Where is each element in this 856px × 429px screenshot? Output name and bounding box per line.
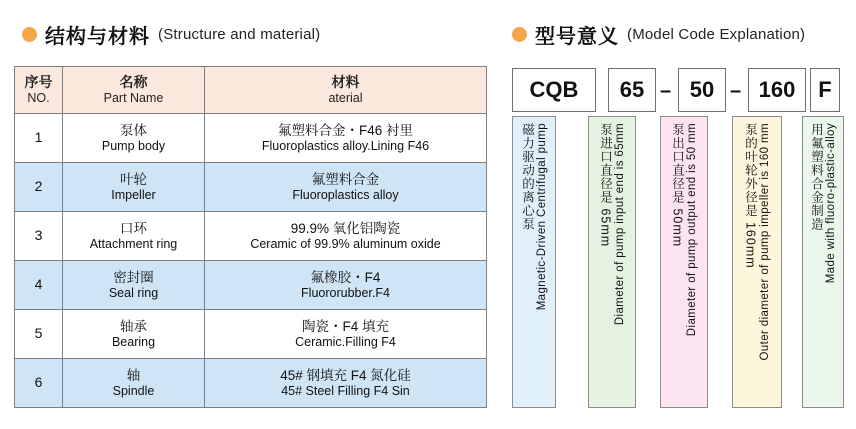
row-part-name (63, 359, 205, 408)
material-cn: 氟橡胶・F4 (310, 270, 381, 286)
material-en: Fluoroplastics alloy.Lining F46 (261, 138, 430, 153)
header-cn: 名称 (119, 74, 148, 91)
material-cn: 陶瓷・F4 填充 (301, 319, 389, 335)
table-header-part-name (63, 67, 205, 114)
code-box-inlet: 65 (608, 68, 656, 112)
row-part-name (63, 310, 205, 359)
header-en: NO. (27, 90, 50, 105)
explanation-column-inlet (588, 116, 636, 408)
row-no: 1 (15, 114, 63, 163)
explanation-cn: 磁力驱动的离心泵 (520, 123, 535, 231)
explanation-column-series (512, 116, 556, 408)
row-material (205, 212, 487, 261)
material-en: 45# Steel Filling F4 Sin (281, 383, 410, 398)
explanation-en: Magnetic-Driven Centrifugal pump (535, 123, 548, 311)
part-name-en: Attachment ring (89, 236, 178, 251)
structure-material-table (14, 66, 486, 408)
table-row (15, 310, 487, 359)
row-material (205, 261, 487, 310)
part-name-en: Spindle (112, 383, 155, 398)
header-cn: 序号 (24, 74, 53, 91)
section-title-cn: 型号意义 (535, 26, 619, 48)
explanation-column-material (802, 116, 844, 408)
code-box-impeller: 160 (748, 68, 806, 112)
section-heading-structure (22, 20, 320, 49)
row-no: 4 (15, 261, 63, 310)
row-part-name (63, 261, 205, 310)
part-name-cn: 密封圈 (113, 270, 154, 286)
material-en: Ceramic.Filling F4 (295, 334, 396, 349)
explanation-en: Diameter of pump input end is 65mm (613, 123, 626, 326)
code-box-material: F (810, 68, 840, 112)
separator-dash: – (660, 80, 672, 102)
explanation-en: Outer diameter of pump impeller is 160 mm (758, 123, 771, 361)
table-row (15, 163, 487, 212)
part-name-en: Pump body (101, 138, 166, 153)
material-cn: 氟塑料合金 (311, 172, 380, 188)
part-name-cn: 轴承 (120, 319, 147, 335)
material-cn: 45# 钢填充 F4 氮化硅 (280, 368, 411, 384)
table-header-no (15, 67, 63, 114)
part-name-en: Seal ring (108, 285, 159, 300)
model-code-row (512, 68, 844, 112)
explanation-en: Diameter of pump output end is 50 mm (685, 123, 698, 337)
row-no: 6 (15, 359, 63, 408)
table-row (15, 114, 487, 163)
part-name-en: Impeller (111, 187, 156, 202)
explanation-cn: 用氟塑料合金制造 (809, 123, 824, 231)
explanation-column-impeller (732, 116, 782, 408)
model-code-diagram (512, 68, 844, 408)
part-name-cn: 轴 (126, 368, 141, 384)
bullet-icon (512, 27, 527, 42)
row-part-name (63, 163, 205, 212)
explanation-en: Made with fluoro-plastic-alloy (824, 123, 837, 284)
explanation-cn: 泵的叶轮外径是 160mm (743, 123, 758, 269)
part-name-en: Bearing (111, 334, 156, 349)
row-material (205, 114, 487, 163)
row-material (205, 310, 487, 359)
explanation-cn: 泵出口直径是 50mm (670, 123, 685, 248)
row-material (205, 163, 487, 212)
row-part-name (63, 212, 205, 261)
row-part-name (63, 114, 205, 163)
table-row (15, 212, 487, 261)
bullet-icon (22, 27, 37, 42)
part-name-cn: 口环 (120, 221, 147, 237)
table-row (15, 261, 487, 310)
row-no: 2 (15, 163, 63, 212)
material-en: Fluoroplastics alloy (292, 187, 399, 202)
material-cn: 氟塑料合金・F46 衬里 (277, 123, 413, 139)
code-box-outlet: 50 (678, 68, 726, 112)
table-row (15, 359, 487, 408)
row-material (205, 359, 487, 408)
table-header-row (15, 67, 487, 114)
part-name-cn: 叶轮 (120, 172, 147, 188)
section-title-en: (Model Code Explanation) (627, 26, 806, 43)
section-title-cn: 结构与材料 (45, 26, 150, 48)
code-box-series: CQB (512, 68, 596, 112)
explanation-column-outlet (660, 116, 708, 408)
section-title-en: (Structure and material) (158, 26, 321, 43)
section-heading-model-code (512, 20, 805, 49)
row-no: 5 (15, 310, 63, 359)
header-cn: 材料 (331, 74, 360, 91)
material-cn: 99.9% 氧化铝陶瓷 (290, 221, 401, 237)
material-en: Ceramic of 99.9% aluminum oxide (250, 236, 441, 251)
header-en: Part Name (103, 90, 164, 105)
header-en: aterial (328, 90, 363, 105)
explanation-cn: 泵进口直径是 65mm (598, 123, 613, 248)
row-no: 3 (15, 212, 63, 261)
separator-dash: – (730, 80, 742, 102)
material-en: Fluororubber.F4 (301, 285, 390, 300)
part-name-cn: 泵体 (120, 123, 147, 139)
table-header-material (205, 67, 487, 114)
